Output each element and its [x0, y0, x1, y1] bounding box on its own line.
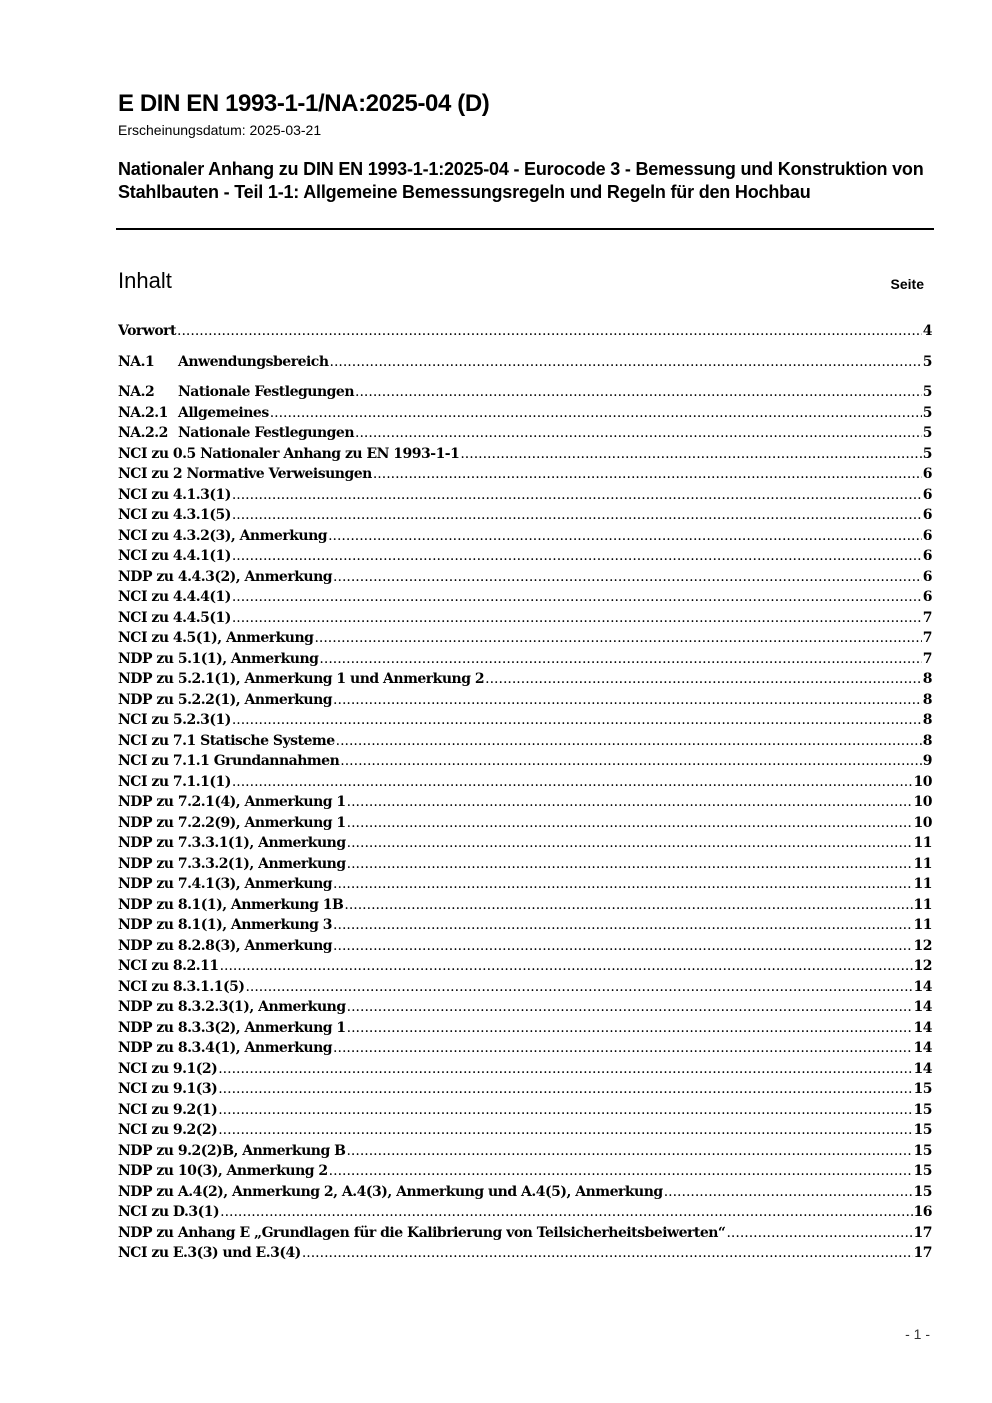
toc-entry[interactable] — [118, 354, 932, 375]
toc-entry-page: 14 — [913, 999, 932, 1015]
toc-entry[interactable] — [118, 753, 932, 774]
toc-dot-leader — [355, 425, 922, 441]
toc-entry[interactable] — [118, 1163, 932, 1184]
toc-entry[interactable] — [118, 487, 932, 508]
toc-entry-page: 15 — [913, 1081, 932, 1097]
toc-entry-page: 6 — [922, 589, 932, 605]
toc-entry-page: 14 — [913, 1019, 932, 1036]
toc-entry-label: NCI zu 4.3.1(5) — [118, 507, 231, 523]
toc-entry-page: 5 — [922, 445, 932, 462]
toc-entry-page: 8 — [922, 691, 932, 708]
toc-entry-label: Nationale Festlegungen — [178, 425, 355, 441]
toc-dot-leader — [302, 1245, 913, 1261]
toc-entry[interactable] — [118, 835, 932, 856]
toc-entry-page: 15 — [913, 1101, 932, 1118]
toc-entry-label: NDP zu 7.4.1(3), Anmerkung — [118, 876, 333, 892]
toc-entry[interactable] — [118, 630, 932, 651]
toc-entry-page: 14 — [913, 1060, 932, 1077]
toc-dot-leader — [373, 466, 922, 482]
toc-entry-page: 7 — [922, 630, 932, 646]
toc-entry-page: 11 — [913, 876, 932, 892]
toc-dot-leader — [333, 938, 912, 954]
toc-entry-page: 8 — [922, 671, 932, 687]
toc-entry-page: 4 — [922, 323, 932, 339]
document-id: E DIN EN 1993-1-1/NA:2025-04 (D) — [118, 90, 490, 117]
toc-entry[interactable] — [118, 466, 932, 487]
toc-entry[interactable] — [118, 651, 932, 672]
toc-dot-leader — [340, 753, 921, 769]
toc-entry-label: NCI zu D.3(1) — [118, 1204, 220, 1220]
toc-entry[interactable] — [118, 1225, 932, 1246]
toc-entry-page: 5 — [922, 353, 932, 370]
toc-entry[interactable] — [118, 938, 932, 959]
toc-dot-leader — [347, 999, 913, 1015]
toc-entry-page: 6 — [922, 568, 932, 585]
toc-entry-label: NDP zu 7.3.3.2(1), Anmerkung — [118, 855, 346, 872]
toc-entry-page: 5 — [922, 425, 932, 441]
toc-entry-number: NA.2 — [118, 384, 155, 400]
toc-dot-leader — [270, 405, 922, 421]
toc-entry-label: NDP zu 7.2.1(4), Anmerkung 1 — [118, 794, 346, 810]
toc-entry[interactable] — [118, 692, 932, 713]
table-of-contents — [118, 323, 932, 1266]
toc-entry-page: 8 — [922, 732, 932, 749]
toc-entry-label: NDP zu 8.2.8(3), Anmerkung — [118, 937, 333, 954]
toc-entry-label: NCI zu 4.4.5(1) — [118, 609, 231, 626]
toc-dot-leader — [232, 774, 913, 790]
toc-dot-leader — [344, 897, 912, 913]
toc-dot-leader — [232, 589, 922, 605]
toc-entry[interactable] — [118, 384, 932, 405]
toc-dot-leader — [232, 548, 922, 564]
toc-dot-leader — [333, 569, 922, 585]
toc-entry-label: NDP zu 5.1(1), Anmerkung — [118, 650, 319, 667]
toc-entry-label: NCI zu 9.2(1) — [118, 1101, 218, 1118]
toc-entry-label: NDP zu 4.4.3(2), Anmerkung — [118, 568, 333, 585]
toc-entry-label: Nationale Festlegungen — [178, 384, 355, 400]
toc-entry[interactable] — [118, 569, 932, 590]
toc-entry-page: 15 — [913, 1142, 932, 1159]
toc-entry-page: 17 — [913, 1224, 932, 1241]
toc-dot-leader — [218, 1102, 912, 1118]
toc-entry[interactable] — [118, 897, 932, 918]
toc-entry-label: NDP zu 7.3.3.1(1), Anmerkung — [118, 835, 346, 851]
toc-entry-label: NCI zu 7.1.1(1) — [118, 773, 231, 790]
toc-entry[interactable] — [118, 1081, 932, 1102]
toc-entry-page: 10 — [913, 773, 932, 790]
toc-dot-leader — [333, 1040, 912, 1056]
toc-entry-page: 16 — [913, 1204, 932, 1220]
toc-entry-label: NDP zu 5.2.1(1), Anmerkung 1 und Anmerkung 2 — [118, 671, 485, 687]
toc-entry[interactable] — [118, 999, 932, 1020]
toc-entry-page: 11 — [913, 835, 932, 851]
toc-entry-page: 11 — [913, 917, 932, 933]
toc-entry-label: NDP zu 9.2(2)B, Anmerkung B — [118, 1142, 346, 1159]
toc-entry-page: 7 — [922, 650, 932, 667]
toc-dot-leader — [218, 1081, 912, 1097]
toc-entry[interactable] — [118, 1122, 932, 1143]
toc-dot-leader — [330, 354, 922, 370]
toc-entry[interactable] — [118, 1143, 932, 1164]
toc-entry-label: NDP zu 8.1(1), Anmerkung 1B — [118, 896, 344, 913]
toc-dot-leader — [355, 384, 922, 400]
toc-entry-label: Allgemeines — [178, 404, 269, 421]
toc-dot-leader — [333, 876, 912, 892]
toc-entry-page: 12 — [913, 958, 932, 974]
toc-entry-label: NCI zu E.3(3) und E.3(4) — [118, 1245, 301, 1261]
toc-entry-label: Anwendungsbereich — [178, 353, 329, 370]
toc-entry-label: NDP zu 8.1(1), Anmerkung 3 — [118, 917, 333, 933]
toc-dot-leader — [218, 1122, 912, 1138]
toc-entry-page: 9 — [922, 753, 932, 769]
toc-entry[interactable] — [118, 507, 932, 528]
toc-heading: Inhalt — [118, 268, 172, 293]
toc-entry-page: 15 — [913, 1183, 932, 1200]
document-title: Nationaler Anhang zu DIN EN 1993-1-1:2025-04 - Eurocode 3 - Bemessung und Konstruktion von Stahlbauten - Teil 1-1: Allgemeine Bemessungsregeln und Regeln für den Hochbau — [118, 159, 924, 202]
toc-dot-leader — [460, 446, 921, 462]
toc-dot-leader — [347, 815, 913, 831]
toc-dot-leader — [347, 835, 913, 851]
toc-entry-label: NDP zu 10(3), Anmerkung 2 — [118, 1163, 328, 1179]
toc-dot-leader — [664, 1184, 913, 1200]
toc-entry[interactable] — [118, 774, 932, 795]
toc-entry-page: 5 — [922, 384, 932, 400]
toc-entry-label: NCI zu 4.1.3(1) — [118, 486, 231, 503]
toc-entry-page: 7 — [922, 609, 932, 626]
toc-entry-label: NCI zu 4.3.2(3), Anmerkung — [118, 527, 328, 544]
toc-dot-leader — [245, 979, 912, 995]
toc-dot-leader — [333, 917, 912, 933]
toc-dot-leader — [232, 610, 922, 626]
toc-page-column-heading: Seite — [890, 276, 924, 292]
toc-entry[interactable] — [118, 794, 932, 815]
toc-entry-label: NCI zu 8.2.11 — [118, 958, 219, 974]
toc-entry-page: 17 — [913, 1245, 932, 1261]
toc-entry-label: NDP zu 7.2.2(9), Anmerkung 1 — [118, 814, 346, 831]
toc-entry-label: NCI zu 7.1.1 Grundannahmen — [118, 753, 340, 769]
toc-entry-label: Vorwort — [118, 323, 177, 339]
toc-entry[interactable] — [118, 610, 932, 631]
toc-entry[interactable] — [118, 589, 932, 610]
toc-dot-leader — [328, 528, 922, 544]
toc-entry[interactable] — [118, 917, 932, 938]
toc-entry-page: 6 — [922, 507, 932, 523]
toc-dot-leader — [485, 671, 922, 687]
toc-entry[interactable] — [118, 733, 932, 754]
toc-entry-label: NCI zu 2 Normative Verweisungen — [118, 466, 372, 482]
toc-entry-label: NCI zu 8.3.1.1(5) — [118, 978, 245, 995]
toc-entry-page: 15 — [913, 1163, 932, 1179]
toc-entry-label: NCI zu 4.5(1), Anmerkung — [118, 630, 314, 646]
toc-entry-label: NDP zu Anhang E „Grundlagen für die Kalibrierung von Teilsicherheitsbeiwerten“ — [118, 1224, 726, 1241]
toc-entry[interactable] — [118, 1020, 932, 1041]
toc-entry-label: NCI zu 9.1(3) — [118, 1081, 218, 1097]
toc-dot-leader — [232, 487, 922, 503]
toc-entry-page: 6 — [922, 486, 932, 503]
toc-entry[interactable] — [118, 1061, 932, 1082]
toc-entry-page: 10 — [913, 814, 932, 831]
toc-entry-page: 15 — [913, 1122, 932, 1138]
toc-entry-number: NA.2.1 — [118, 404, 168, 421]
toc-dot-leader — [347, 1020, 913, 1036]
toc-entry-page: 10 — [913, 794, 932, 810]
toc-dot-leader — [177, 323, 922, 339]
toc-entry-page: 6 — [922, 466, 932, 482]
toc-dot-leader — [220, 958, 913, 974]
toc-dot-leader — [329, 1163, 913, 1179]
toc-entry-page: 6 — [922, 548, 932, 564]
toc-entry-label: NDP zu 8.3.2.3(1), Anmerkung — [118, 999, 346, 1015]
toc-entry-label: NDP zu 5.2.2(1), Anmerkung — [118, 691, 333, 708]
toc-dot-leader — [726, 1225, 912, 1241]
toc-entry[interactable] — [118, 1184, 932, 1205]
toc-entry-number: NA.2.2 — [118, 425, 168, 441]
toc-entry[interactable] — [118, 1040, 932, 1061]
toc-entry-label: NCI zu 7.1 Statische Systeme — [118, 732, 335, 749]
toc-entry[interactable] — [118, 425, 932, 446]
toc-entry[interactable] — [118, 1102, 932, 1123]
toc-dot-leader — [220, 1204, 912, 1220]
toc-entry-label: NCI zu 9.1(2) — [118, 1060, 218, 1077]
toc-entry[interactable] — [118, 528, 932, 549]
toc-entry[interactable] — [118, 446, 932, 467]
publication-date: Erscheinungsdatum: 2025-03-21 — [118, 122, 322, 138]
toc-dot-leader — [319, 651, 921, 667]
toc-entry-page: 8 — [922, 712, 932, 728]
toc-entry-label: NCI zu 5.2.3(1) — [118, 712, 231, 728]
page-number: - 1 - — [905, 1326, 930, 1342]
toc-entry-page: 14 — [913, 978, 932, 995]
toc-entry-label: NDP zu A.4(2), Anmerkung 2, A.4(3), Anmerkung und A.4(5), Anmerkung — [118, 1183, 663, 1200]
toc-dot-leader — [314, 630, 921, 646]
toc-entry[interactable] — [118, 548, 932, 569]
toc-entry-label: NDP zu 8.3.4(1), Anmerkung — [118, 1040, 333, 1056]
toc-dot-leader — [347, 794, 913, 810]
toc-entry[interactable] — [118, 815, 932, 836]
toc-dot-leader — [232, 712, 922, 728]
toc-entry[interactable] — [118, 671, 932, 692]
toc-entry-page: 5 — [922, 404, 932, 421]
toc-dot-leader — [347, 856, 913, 872]
toc-dot-leader — [346, 1143, 912, 1159]
toc-dot-leader — [333, 692, 922, 708]
toc-dot-leader — [218, 1061, 912, 1077]
toc-entry-label: NCI zu 4.4.1(1) — [118, 548, 231, 564]
toc-entry-label: NCI zu 4.4.4(1) — [118, 589, 231, 605]
title-divider — [116, 228, 934, 230]
toc-entry[interactable] — [118, 958, 932, 979]
toc-entry[interactable] — [118, 405, 932, 426]
toc-entry-label: NCI zu 9.2(2) — [118, 1122, 218, 1138]
toc-entry-number: NA.1 — [118, 353, 155, 370]
toc-entry-page: 11 — [913, 896, 932, 913]
toc-dot-leader — [336, 733, 922, 749]
toc-entry-page: 11 — [913, 855, 932, 872]
toc-entry[interactable] — [118, 712, 932, 733]
toc-entry-page: 12 — [913, 937, 932, 954]
toc-entry[interactable] — [118, 1204, 932, 1225]
toc-entry-page: 6 — [922, 527, 932, 544]
toc-entry[interactable] — [118, 1245, 932, 1266]
toc-entry-label: NDP zu 8.3.3(2), Anmerkung 1 — [118, 1019, 346, 1036]
toc-entry[interactable] — [118, 323, 932, 344]
toc-dot-leader — [232, 507, 922, 523]
toc-entry[interactable] — [118, 979, 932, 1000]
toc-entry[interactable] — [118, 856, 932, 877]
toc-entry-page: 14 — [913, 1040, 932, 1056]
toc-entry-label: NCI zu 0.5 Nationaler Anhang zu EN 1993-1-1 — [118, 445, 460, 462]
toc-entry[interactable] — [118, 876, 932, 897]
